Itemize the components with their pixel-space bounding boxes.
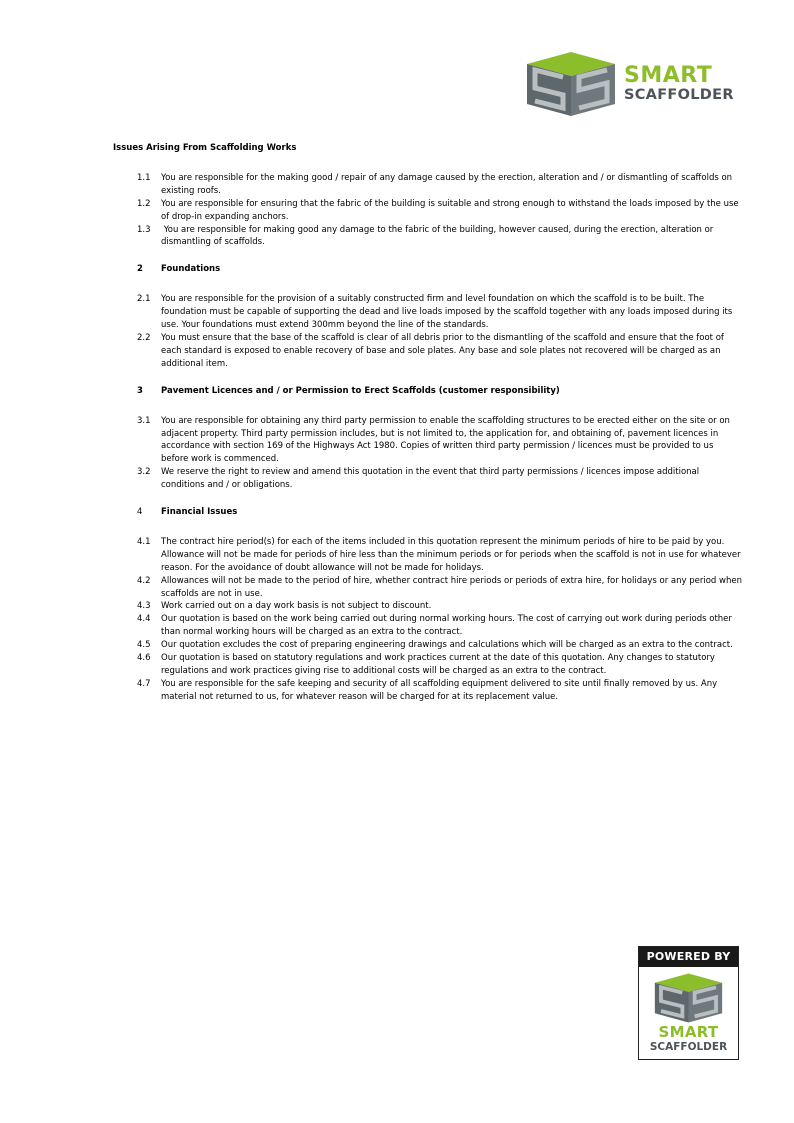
smart-scaffolder-logo [525, 50, 747, 118]
clause-text: You must ensure that the base of the scaffold is clear of all debris prior to the dismantling of the scaffold and ensure that the foot of each standard is exposed to enable recovery of base and sole plates. Any base and sole plates not recovered will be charged as an additional item. [161, 332, 724, 369]
clause-4-7 [137, 678, 743, 704]
section-number: 4 [137, 507, 143, 518]
badge-word-smart: SMART [658, 1023, 719, 1041]
clause-number: 1.1 [137, 172, 151, 183]
clause-3-2 [137, 466, 743, 492]
clause-number: 4.3 [137, 601, 151, 612]
clause-number: 4.7 [137, 678, 151, 689]
clause-1-1 [137, 172, 743, 198]
clause-1-2 [137, 198, 743, 224]
logo-word-scaffolder: SCAFFOLDER [624, 87, 734, 103]
clause-number: 2.1 [137, 294, 151, 305]
section-number: 3 [137, 385, 143, 396]
section-heading-financial-issues [137, 506, 743, 519]
clause-text: You are responsible for the provision of a suitably constructed firm and level foundation on which the scaffold is to be built. The foundation must be capable of supporting the dead and live loads imposed by the scaffold together with any loads imposed during its use. Your foundations must extend 300mm beyond the line of the standards. [161, 294, 733, 331]
powered-by-badge [638, 946, 739, 1060]
clause-number: 4.6 [137, 653, 151, 664]
cube-logo-icon [525, 50, 617, 118]
clause-4-5 [137, 639, 743, 652]
clause-text: Our quotation excludes the cost of preparing engineering drawings and calculations which will be charged as an extra to the contract. [161, 640, 733, 651]
cube-logo-icon [652, 972, 725, 1024]
badge-word-scaffolder: SCAFFOLDER [649, 1041, 728, 1053]
clause-text: Our quotation is based on the work being carried out during normal working hours. The cost of carrying out work during periods other than normal working hours will be charged as an extra to the contract. [161, 614, 732, 638]
clause-text: You are responsible for ensuring that the fabric of the building is suitable and strong enough to withstand the loads imposed by the use of drop-in expanding anchors. [161, 198, 739, 222]
clause-3-1 [137, 415, 743, 467]
clause-4-3 [137, 600, 743, 613]
clause-number: 4.5 [137, 640, 151, 651]
document-title: Issues Arising From Scaffolding Works [113, 143, 297, 153]
clause-text: Work carried out on a day work basis is not subject to discount. [161, 601, 432, 612]
section-number: 2 [137, 264, 143, 275]
terms-document [113, 142, 743, 704]
section-heading-foundations [137, 263, 743, 276]
clause-1-3 [137, 224, 743, 250]
clause-number: 3.2 [137, 467, 151, 478]
powered-by-label: POWERED BY [639, 947, 738, 967]
clause-4-2 [137, 575, 743, 601]
clause-number: 1.3 [137, 224, 151, 235]
clause-2-2 [137, 332, 743, 371]
section-heading-pavement-licences [137, 385, 743, 398]
clause-text: You are responsible for making good any damage to the fabric of the building, however caused, during the erection, alteration or dismantling of scaffolds. [161, 224, 717, 248]
clause-text: The contract hire period(s) for each of the items included in this quotation represent the minimum periods of hire to be paid by you. Allowance will not be made for periods of hire less than the minimum periods or for periods when the scaffold is not in use for whatever reason. For the avoidance of doubt allowance will not be made for holidays. [161, 536, 741, 573]
clause-number: 4.1 [137, 536, 151, 547]
section-title: Foundations [161, 264, 221, 275]
clause-2-1 [137, 293, 743, 332]
section-title: Pavement Licences and / or Permission to Erect Scaffolds (customer responsibility) [161, 385, 560, 396]
clause-number: 4.2 [137, 575, 151, 586]
clause-number: 3.1 [137, 415, 151, 426]
clause-4-4 [137, 613, 743, 639]
section-title: Financial Issues [161, 507, 238, 518]
clause-4-1 [137, 536, 743, 575]
logo-word-smart: SMART [624, 63, 713, 88]
clause-text: Our quotation is based on statutory regulations and work practices current at the date of this quotation. Any changes to statutory regulations and work practices giving rise to additional costs will be charged as an extra to the contract. [161, 653, 715, 676]
clause-4-6 [137, 652, 743, 678]
clause-text: We reserve the right to review and amend this quotation in the event that third party permissions / licences impose additional conditions and / or obligations. [161, 467, 700, 491]
clause-text: You are responsible for the safe keeping and security of all scaffolding equipment delivered to site until finally removed by us. Any material not returned to us, for whatever reason will be charged for at its replacement value. [161, 678, 718, 702]
clause-text: Allowances will not be made to the period of hire, whether contract hire periods or periods of extra hire, for holidays or any period when scaffolds are not in use. [161, 575, 742, 599]
clause-number: 1.2 [137, 198, 151, 209]
clause-number: 2.2 [137, 332, 151, 343]
clause-number: 4.4 [137, 614, 151, 625]
clause-text: You are responsible for the making good / repair of any damage caused by the erection, alteration and / or dismantling of scaffolds on existing roofs. [161, 172, 733, 196]
clause-text: You are responsible for obtaining any third party permission to enable the scaffolding structures to be erected either on the site or on adjacent property. Third party permission includes, but is not limited to, the application for, and obtaining of, pavement licences in accordance with section 169 of the Highways Act 1980. Copies of written third party permission / licences must be provided to us before work is commenced. [161, 415, 730, 465]
